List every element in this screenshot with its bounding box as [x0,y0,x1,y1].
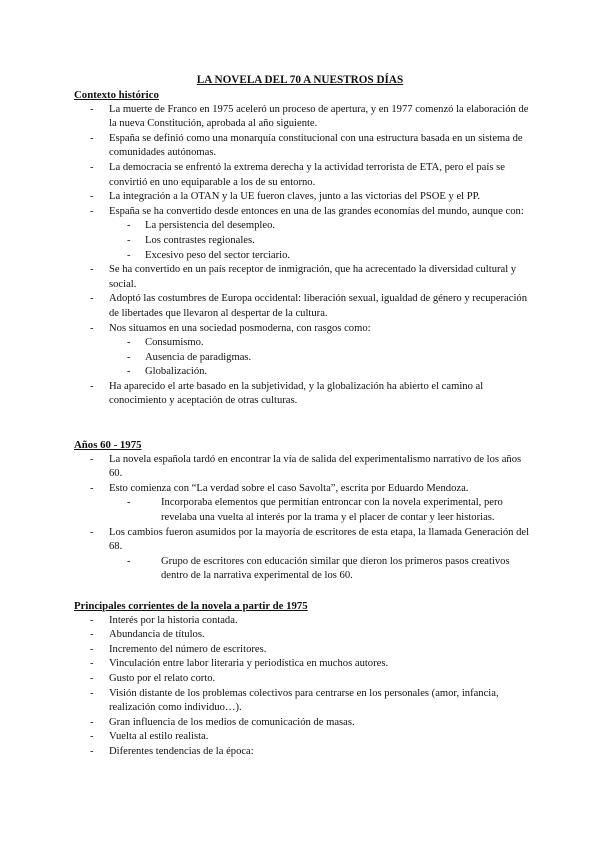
bullet-list [74,103,534,409]
list-item: - Diferentes tendencias de la época: [90,745,254,757]
section-contexto-historico [74,88,534,409]
sub-list-item: - La persistencia del desempleo. [127,220,276,232]
sub-list-item: - Grupo de escritores con educación similar que dieron los primeros pasos creativos dentro de la narrativa experimental de los 60. [127,555,510,582]
list-item: - La muerte de Franco en 1975 aceleró un proceso de apertura, y en 1977 comenzó la elaboración de la nueva Constitución, aprobada al año siguiente. [90,103,529,130]
section-heading: Contexto histórico [74,89,159,101]
list-item: - Ha aparecido el arte basado en la subjetividad, y la globalización ha abierto el camino al conocimiento y aceptación de otras culturas. [90,380,484,407]
bullet-list [74,453,534,584]
sub-list-item: - Incorporaba elementos que permitían entroncar con la novela experimental, pero revelaba una vuelta al interés por la trama y el placer de contar y leer historias. [127,497,503,523]
sub-list-item: - Ausencia de paradigmas. [127,351,252,363]
list-item: - España se definió como una monarquía constitucional con una estructura basada en un sistema de comunidades autónomas. [90,132,523,159]
list-item: - Los cambios fueron asumidos por la mayoría de escritores de esta etapa, la llamada Generación del 68. [90,526,530,553]
list-item: - Vuelta al estilo realista. [90,731,209,743]
list-item: - Se ha convertido en un país receptor de inmigración, que ha acrecentado la diversidad cultural y social. [90,264,517,290]
list-item: - Abundancia de títulos. [90,629,205,641]
sub-list-item: - Globalización. [127,366,208,378]
list-item: - La integración a la OTAN y la UE fueron claves, junto a las victorias del PSOE y el PP. [90,191,481,203]
list-item: - La novela española tardó en encontrar la vía de salida del experimentalismo narrativo de los años 60. [90,453,522,480]
list-item: - España se ha convertido desde entonces en una de las grandes economías del mundo, aunque con: [90,205,524,217]
section-heading: Principales corrientes de la novela a partir de 1975 [74,600,308,612]
list-item: - Gusto por el relato corto. [90,672,216,684]
sub-list-item: - Consumismo. [127,337,204,349]
bullet-list [74,614,534,760]
list-item: - Nos situamos en una sociedad posmoderna, con rasgos como: [90,322,371,334]
list-item: - Incremento del número de escritores. [90,643,267,655]
list-item: - Adoptó las costumbres de Europa occidental: liberación sexual, igualdad de género y recuperación de libertades que llevaron al despertar de la cultura. [90,293,528,319]
sub-list-item: - Los contrastes regionales. [127,234,255,246]
section-anos-60-1975 [74,438,534,584]
list-item: - Visión distante de los problemas colectivos para centrarse en los personales (amor, infancia, realización como individuo…). [90,687,499,714]
sub-list-item: - Excesivo peso del sector terciario. [127,249,291,261]
list-item: - Vinculación entre labor literaria y periodística en muchos autores. [90,658,389,670]
list-item: - Esto comienza con “La verdad sobre el caso Savolta”, escrita por Eduardo Mendoza. [90,482,469,494]
list-item: - Interés por la historia contada. [90,614,238,626]
document-title: LA NOVELA DEL 70 A NUESTROS DÍAS [196,74,404,86]
list-item: - La democracia se enfrentó la extrema derecha y la actividad terrorista de ETA, pero el país se convirtió en uno equiparable a los de su entorno. [90,161,505,188]
list-item: - Gran influencia de los medios de comunicación de masas. [90,716,355,728]
section-principales-corrientes [74,599,534,760]
section-heading: Años 60 - 1975 [74,439,142,451]
